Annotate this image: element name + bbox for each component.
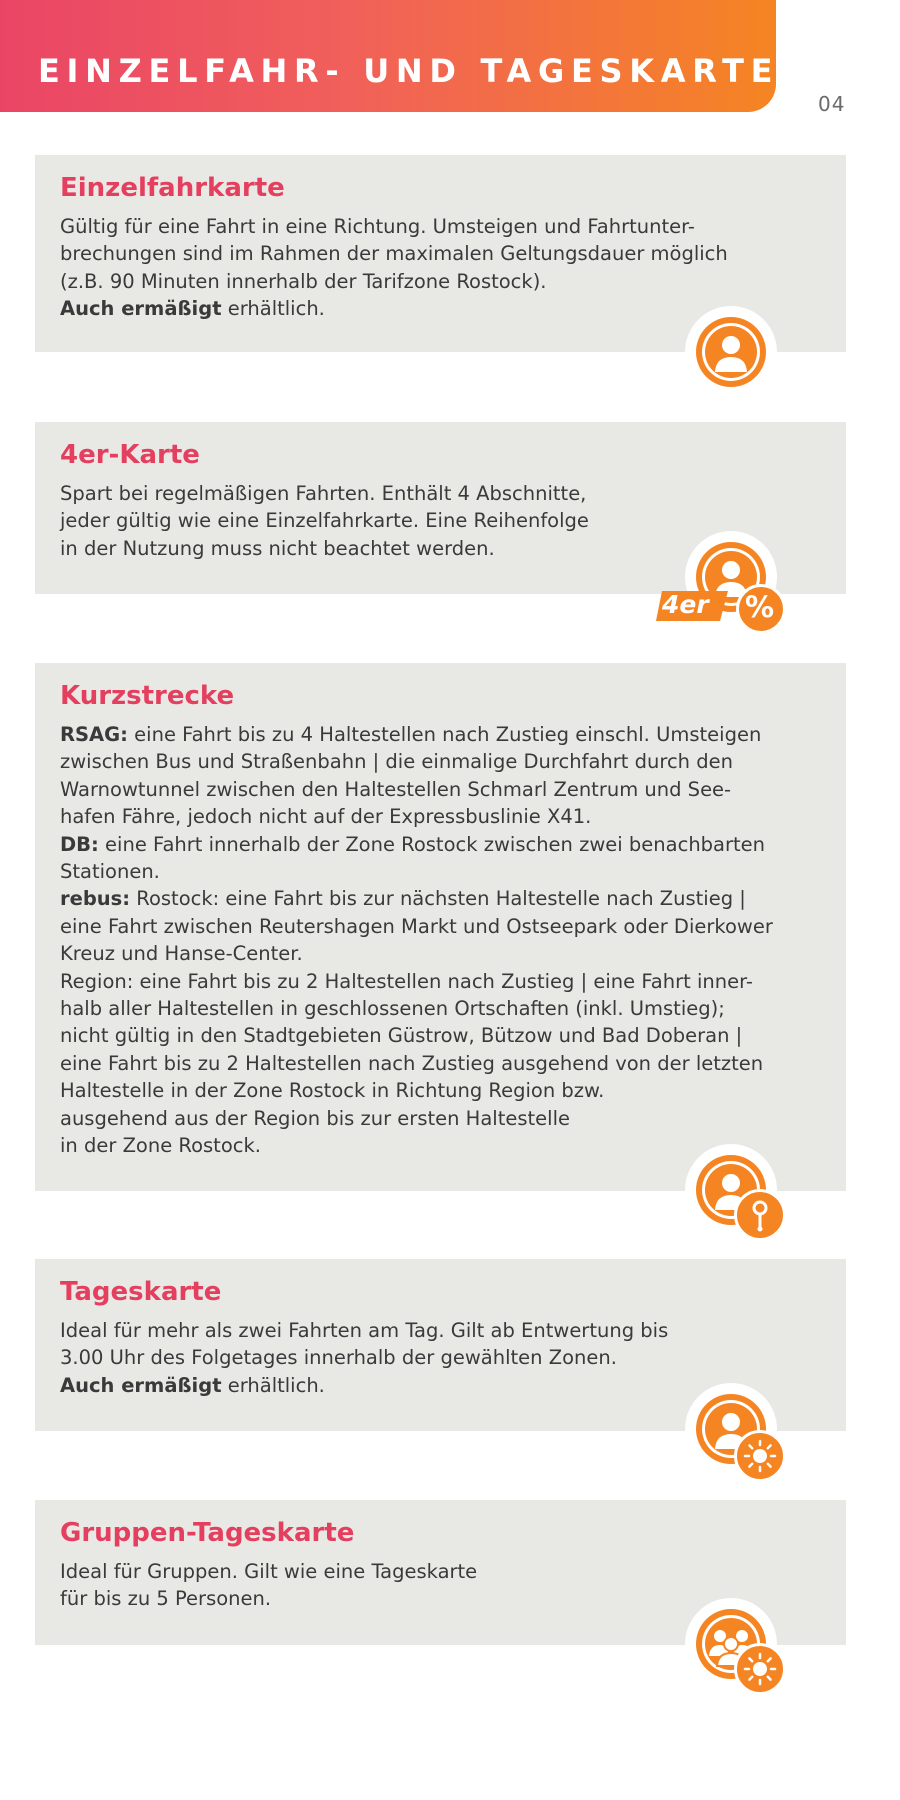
badge: [685, 306, 777, 398]
rsag-label: RSAG:: [60, 723, 128, 746]
body-line: Kreuz und Hanse-Center.: [60, 942, 303, 966]
body-line: Stationen.: [60, 860, 160, 884]
card-title: Tageskarte: [60, 1277, 222, 1307]
body-line: [60, 721, 840, 748]
body-line: Warnowtunnel zwischen den Haltestellen Schmarl Zentrum und See-: [60, 777, 732, 801]
note-text: erhältlich.: [221, 297, 325, 321]
body-line: hafen Fähre, jedoch nicht auf der Expressbuslinie X41.: [60, 805, 592, 829]
card-body: [60, 721, 840, 1160]
4er-tag: [656, 588, 740, 624]
body-line: (z.B. 90 Minuten innerhalb der Tarifzone Rostock).: [60, 269, 547, 293]
body-line: eine Fahrt bis zu 2 Haltestellen nach Zustieg ausgehend von der letzten: [60, 1051, 764, 1075]
body-line: zwischen Bus und Straßenbahn | die einmalige Durchfahrt durch den: [60, 750, 733, 774]
4er-label: 4er: [662, 590, 709, 619]
body-line: 3.00 Uhr des Folgetages innerhalb der gewählten Zonen.: [60, 1346, 617, 1370]
card-title: 4er-Karte: [60, 440, 200, 470]
discount-badge: [736, 584, 786, 634]
body-line: Ideal für mehr als zwei Fahrten am Tag. Gilt ab Entwertung bis: [60, 1319, 669, 1342]
body-line: jeder gültig wie eine Einzelfahrkarte. Eine Reihenfolge: [60, 509, 589, 533]
body-line: Ideal für Gruppen. Gilt wie eine Tageskarte: [60, 1560, 478, 1583]
bus-stop-icon: [737, 1192, 783, 1238]
rebus-label: rebus:: [60, 887, 131, 911]
sun-icon: [737, 1433, 783, 1479]
sun-badge: [734, 1430, 786, 1482]
body-line: nicht gültig in den Stadtgebieten Güstrow, Bützow und Bad Doberan |: [60, 1024, 743, 1048]
body-line: Region: eine Fahrt bis zu 2 Haltestellen nach Zustieg | eine Fahrt inner-: [60, 969, 753, 993]
body-line: in der Nutzung muss nicht beachtet werden.: [60, 536, 495, 560]
body-text: eine Fahrt innerhalb der Zone Rostock zwischen zwei benachbarten: [98, 832, 766, 856]
body-line: Spart bei regelmäßigen Fahrten. Enthält 4 Abschnitte,: [60, 482, 587, 505]
body-line: [60, 885, 840, 912]
bus-stop-badge: [734, 1189, 786, 1241]
body-text: eine Fahrt bis zu 4 Haltestellen nach Zustieg einschl. Umsteigen: [127, 723, 762, 746]
person-icon: [685, 306, 777, 398]
page-title: EINZELFAHR- UND TAGESKARTEN: [38, 52, 813, 90]
page-number: 04: [818, 92, 846, 116]
note-text: erhältlich.: [221, 1373, 325, 1397]
sun-icon: [737, 1646, 783, 1692]
body-line: [60, 831, 840, 858]
db-label: DB:: [60, 832, 99, 856]
card-title: Einzelfahrkarte: [60, 173, 285, 203]
bold-note: Auch ermäßigt: [60, 1373, 222, 1397]
body-line: Gültig für eine Fahrt in eine Richtung. Umsteigen und Fahrtunter-: [60, 215, 695, 238]
body-line: halb aller Haltestellen in geschlossenen Ortschaften (inkl. Umstieg);: [60, 997, 725, 1021]
body-line: Haltestelle in der Zone Rostock in Richtung Region bzw.: [60, 1079, 605, 1103]
card-kurzstrecke: [35, 663, 846, 1191]
percent-symbol: %: [745, 590, 775, 624]
body-line: für bis zu 5 Personen.: [60, 1587, 272, 1611]
body-line: in der Zone Rostock.: [60, 1134, 261, 1158]
body-text: Rostock: eine Fahrt bis zur nächsten Haltestelle nach Zustieg |: [130, 887, 746, 911]
body-line: ausgehend aus der Region bis zur ersten Haltestelle: [60, 1106, 570, 1130]
sun-badge: [734, 1643, 786, 1695]
card-title: Gruppen-Tageskarte: [60, 1518, 355, 1548]
card-title: Kurzstrecke: [60, 681, 235, 711]
bold-note: Auch ermäßigt: [60, 297, 222, 321]
body-line: eine Fahrt zwischen Reutershagen Markt und Ostseepark oder Dierkower: [60, 914, 773, 938]
body-line: brechungen sind im Rahmen der maximalen Geltungsdauer möglich: [60, 242, 728, 266]
